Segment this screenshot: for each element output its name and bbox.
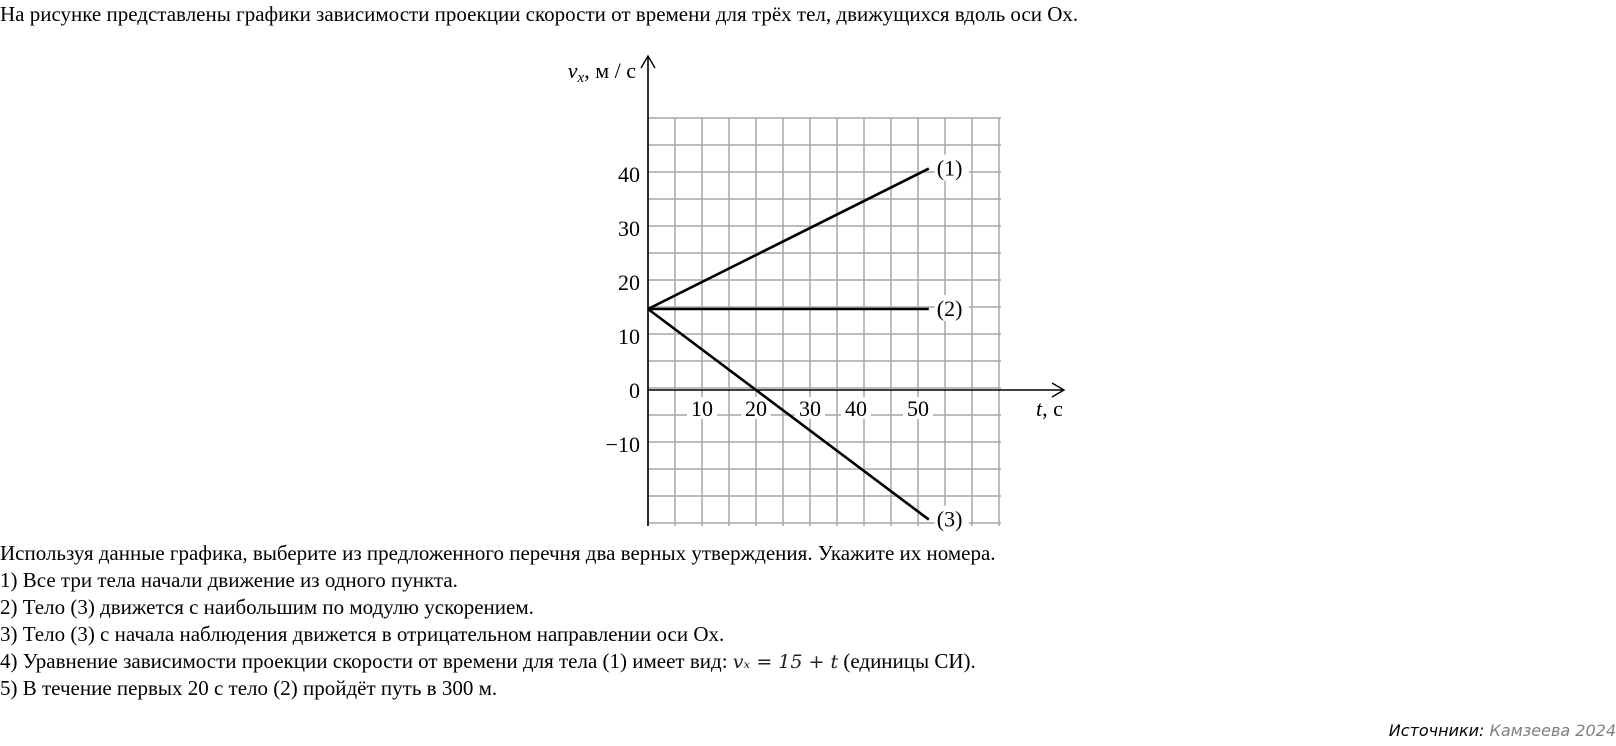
series-label: (2) — [936, 296, 963, 321]
option-4-formula: vₓ = 15 + t — [732, 651, 839, 673]
series-label: (1) — [936, 155, 963, 181]
x-tick-label: 20 — [745, 396, 767, 421]
x-tick-label: 40 — [845, 396, 867, 421]
y-tick-label: 0 — [629, 378, 640, 403]
chart-axis-titles — [568, 58, 1063, 421]
source-value: Камзеева 2024 — [1489, 721, 1616, 740]
y-tick-label: 20 — [618, 270, 640, 295]
question-prompt: Используя данные графика, выберите из предложенного перечня два верных утверждения. Укажите их номера. — [0, 541, 996, 565]
chart-series — [648, 169, 929, 520]
option-4 — [0, 648, 996, 675]
y-axis-title: vx, м / с — [567, 58, 636, 86]
chart-axes — [641, 56, 1064, 526]
y-tick-label: 40 — [618, 162, 640, 187]
x-tick-label: 50 — [907, 396, 929, 421]
source-label: Источники: — [1388, 721, 1490, 740]
option-5: 5) В течение первых 20 с тело (2) пройдёт путь в 300 м. — [0, 676, 498, 700]
option-1: 1) Все три тела начали движение из одного пункта. — [0, 568, 458, 592]
option-3: 3) Тело (3) с начала наблюдения движется в отрицательном направлении оси Ox. — [0, 622, 725, 646]
y-tick-label: 10 — [618, 324, 640, 349]
source-credit — [1389, 721, 1616, 740]
series-label: (3) — [936, 506, 963, 532]
series-line — [648, 169, 929, 309]
x-tick-label: 30 — [799, 396, 821, 421]
option-4-text: 4) Уравнение зависимости проекции скорости от времени для тела (1) имеет вид: — [0, 649, 733, 673]
chart-series-labels — [935, 155, 969, 532]
x-tick-label: 10 — [691, 396, 713, 421]
question-block — [0, 540, 996, 702]
x-axis-title: t, с — [1036, 396, 1063, 421]
y-tick-label: −10 — [605, 432, 640, 457]
option-4-suffix: (единицы СИ). — [838, 649, 976, 673]
intro-text: На рисунке представлены графики зависимости проекции скорости от времени для трёх тел, движущихся вдоль оси Ox. — [0, 2, 1079, 26]
y-tick-label: 30 — [618, 216, 640, 241]
option-2: 2) Тело (3) движется с наибольшим по модулю ускорением. — [0, 595, 534, 619]
